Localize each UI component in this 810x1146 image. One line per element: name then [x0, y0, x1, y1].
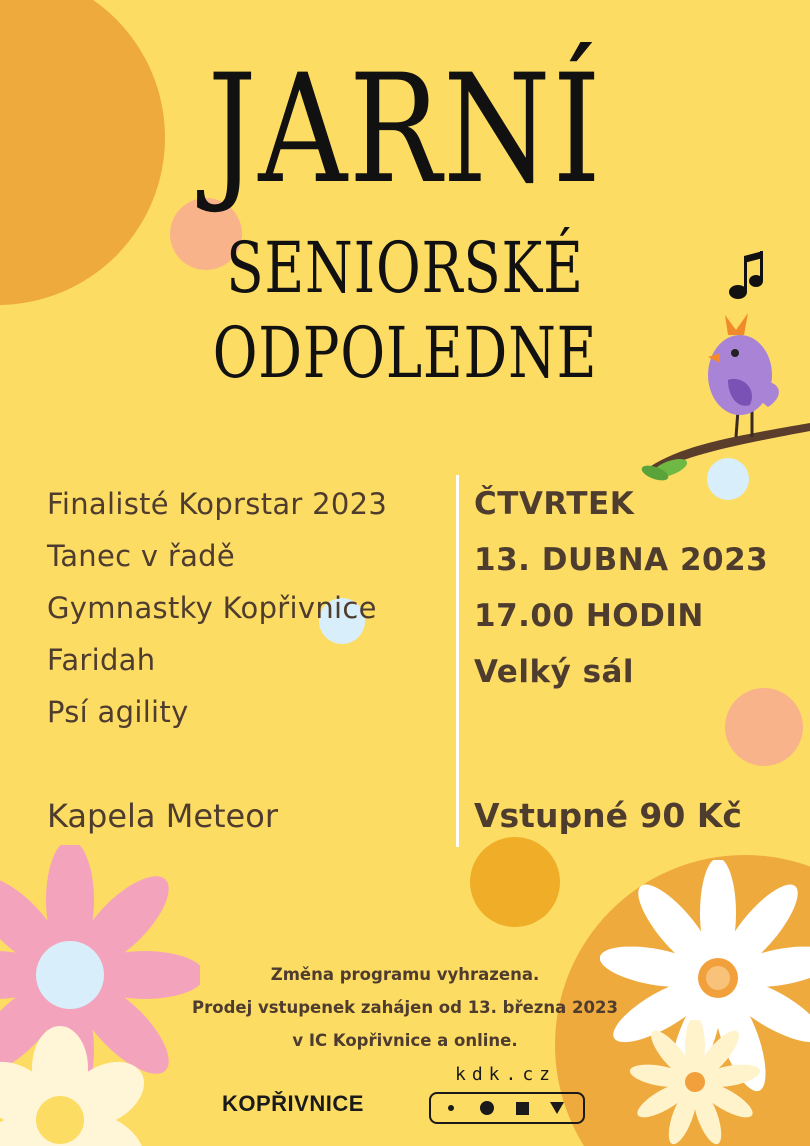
- program-item: Faridah: [47, 643, 156, 677]
- title-main: JARNÍ: [207, 43, 603, 217]
- info-line: v IC Kopřivnice a online.: [292, 1031, 518, 1050]
- program-list: [47, 478, 387, 738]
- info-line: Změna programu vyhrazena.: [270, 965, 540, 984]
- program-item: Gymnastky Kopřivnice: [47, 591, 377, 625]
- program-item: Psí agility: [47, 695, 189, 729]
- music-note-icon: [725, 248, 765, 304]
- event-time: 17.00 HODIN: [474, 598, 704, 634]
- info-line: Prodej vstupenek zahájen od 13. března 2023: [192, 998, 618, 1017]
- kdk-logo-icon: [429, 1092, 585, 1124]
- program-item: Finalisté Koprstar 2023: [47, 487, 388, 521]
- event-venue: Velký sál: [474, 654, 635, 690]
- band-name: Kapela Meteor: [47, 797, 278, 835]
- title-line-3: ODPOLEDNE: [212, 312, 598, 394]
- title-line-2: SENIORSKÉ: [226, 227, 584, 309]
- program-item: Tanec v řadě: [47, 539, 235, 573]
- kdk-logo-label: kdk.cz: [455, 1064, 557, 1085]
- event-day: ČTVRTEK: [474, 486, 635, 522]
- event-details: [474, 476, 768, 700]
- ticket-info: [0, 958, 810, 1057]
- vertical-divider: [456, 475, 459, 847]
- koprivnice-logo: KOPŘIVNICE: [222, 1091, 364, 1116]
- orange-circle-small: [470, 837, 560, 927]
- admission-price: Vstupné 90 Kč: [474, 796, 742, 835]
- bird-on-branch-icon: [640, 305, 810, 485]
- event-date: 13. DUBNA 2023: [474, 542, 769, 578]
